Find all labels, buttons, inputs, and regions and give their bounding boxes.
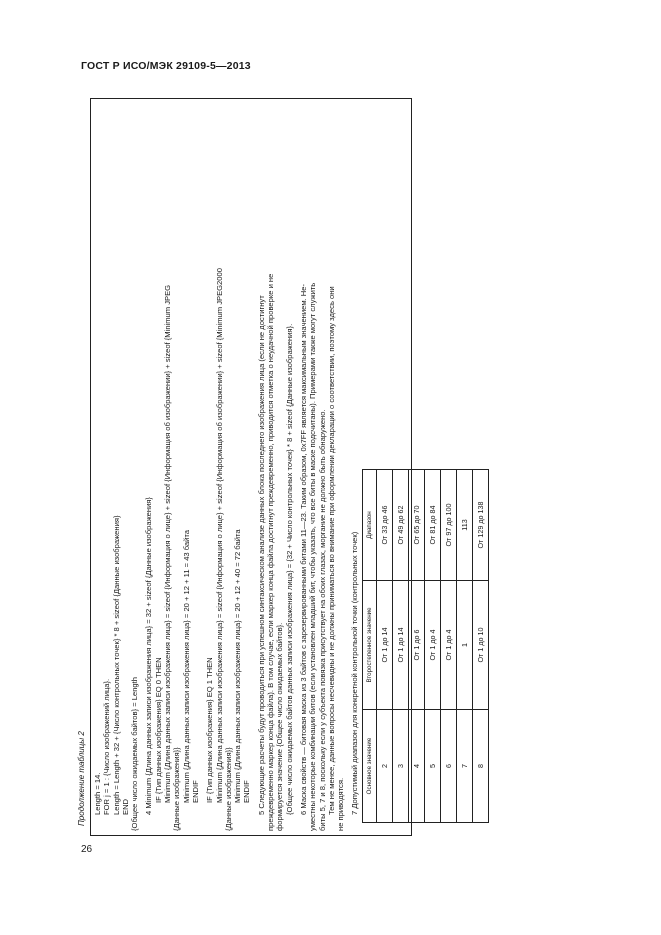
table-row <box>408 470 424 823</box>
table-row <box>424 470 440 823</box>
note-line: Тем не менее, данные вопросы несчевидны и не должны приниматься во внимание при оформлении декларации о соответствии, поэтому здесь они <box>326 286 336 815</box>
table-row <box>392 470 408 823</box>
control-point-range-table <box>362 469 489 823</box>
note-7-caption: 7 Допустимый диапазон для конкретной контрольной точки (контрольных точек) <box>350 531 360 815</box>
note-line: биты 5, 7 и 8, поскольку если у субъекта повязка присутствует на обоих глазах, моргание не должно быть обнаружено. <box>317 409 327 831</box>
note-7 <box>350 102 488 831</box>
note-line: формируется значение {Общее число ожидаемых байтов}. <box>275 622 285 831</box>
code-line: Minimum {Длина данных записи изображения лица} = 20 + 12 + 40 = 72 байта <box>233 529 243 803</box>
table-frame <box>90 98 485 836</box>
note-line: преждевременно маркер конца файла). В том случае, если маркер конца файла достигнут преждевременно, приводится отметка о неудачной проверке и не <box>266 273 276 831</box>
cell-primary: 8 <box>472 710 488 823</box>
cell-secondary: 1 <box>456 581 472 710</box>
code-line: Minimum {Длина данных записи изображения лица} = sizeof {Информация о лице} + sizeof {Информация об изображении} + sizeof {Minimum JPEG <box>163 284 173 803</box>
cell-range: От 33 до 46 <box>376 470 392 581</box>
table-header-row <box>362 470 376 823</box>
cell-primary: 3 <box>392 710 408 823</box>
code-line: ENDIF <box>190 780 200 803</box>
cell-range: От 65 до 70 <box>408 470 424 581</box>
code-line: {Данные изображения}} <box>172 747 182 831</box>
page-number: 26 <box>81 844 93 855</box>
note-line: 5 Следующие расчеты будут проводиться при успешном синтаксическом анализе данных блока последнего изображения лица (если не достигнут <box>256 295 266 815</box>
cell-secondary: От 1 до 4 <box>440 581 456 710</box>
rotated-table-continuation <box>77 96 485 836</box>
note-line: 6 Маска свойств — битовая маска из 3 байтов с зарезервированными битами 11—23. Таким образом, 0x7FF является максимальным значением. Не- <box>298 283 308 815</box>
code-line: Length = Length + 32 + {Число контрольных точек} * 8 + sizeof {Данные изображения} <box>111 515 121 815</box>
table-row <box>440 470 456 823</box>
cell-primary: 5 <box>424 710 440 823</box>
table-continuation-label: Продолжение таблицы 2 <box>77 731 86 826</box>
code-line: Minimum {Длина данных записи изображения лица} = sizeof {Информация о лице} + sizeof {Информация об изображении} + sizeof {Minimum JPEG2000 <box>214 268 224 803</box>
code-line: END <box>120 798 130 815</box>
table-row <box>376 470 392 823</box>
code-line: {Данные изображения}} <box>223 747 233 831</box>
code-block-minimum-jpeg2000 <box>205 102 251 831</box>
header-range: Диапазон <box>362 470 376 581</box>
cell-range: От 97 до 100 <box>440 470 456 581</box>
note-line: не приводятся. <box>336 777 346 831</box>
code-line: 4 Minimum {Длина данных записи изображения лица} = 32 + sizeof {Данные изображения} <box>144 497 154 815</box>
cell-secondary: От 1 до 10 <box>472 581 488 710</box>
note-5 <box>257 102 294 831</box>
note-6 <box>299 102 345 831</box>
code-line: Minimum {Длина данных записи изображения лица} = 20 + 12 + 11 = 43 байта <box>181 529 191 803</box>
cell-secondary: От 1 до 4 <box>424 581 440 710</box>
cell-range: 113 <box>456 470 472 581</box>
header-primary-value: Основное значение <box>362 710 376 823</box>
note-line: {Общее число ожидаемых байтов данных записи изображения лица} = {32 + Число контрольных точек} * 8 + sizeof {Данные изображения}. <box>284 323 294 815</box>
code-line: FOR j = 1 : {Число изображений лица}. <box>102 678 112 815</box>
cell-secondary: От 1 до 14 <box>392 581 408 710</box>
cell-range: От 81 до 84 <box>424 470 440 581</box>
code-block-minimum-jpeg <box>144 102 200 831</box>
table-row <box>472 470 488 823</box>
code-line: IF {Тип данных изображения} EQ 0 THEN <box>153 657 163 803</box>
cell-secondary: От 1 до 14 <box>376 581 392 710</box>
document-header: ГОСТ Р ИСО/МЭК 29109-5—2013 <box>81 60 251 72</box>
header-secondary-value: Второстепенное значение <box>362 581 376 710</box>
code-block-length <box>93 102 139 831</box>
cell-primary: 6 <box>440 710 456 823</box>
cell-primary: 7 <box>456 710 472 823</box>
code-line: ENDIF <box>242 780 252 803</box>
cell-range: От 129 до 138 <box>472 470 488 581</box>
cell-primary: 2 <box>376 710 392 823</box>
code-line: Length = 14. <box>93 772 102 815</box>
cell-primary: 4 <box>408 710 424 823</box>
table-row <box>456 470 472 823</box>
cell-secondary: От 1 до 6 <box>408 581 424 710</box>
code-line: IF {Тип данных изображения} EQ 1 THEN <box>205 657 215 803</box>
code-line: {Общее число ожидаемых байтов} = Length <box>130 677 140 831</box>
note-line: уместны некоторые комбинации битов (если установлен младший бит, чтобы указать, что все биты в маске подсчитаны). Примерами также могут служить <box>308 282 318 831</box>
cell-range: От 49 до 62 <box>392 470 408 581</box>
